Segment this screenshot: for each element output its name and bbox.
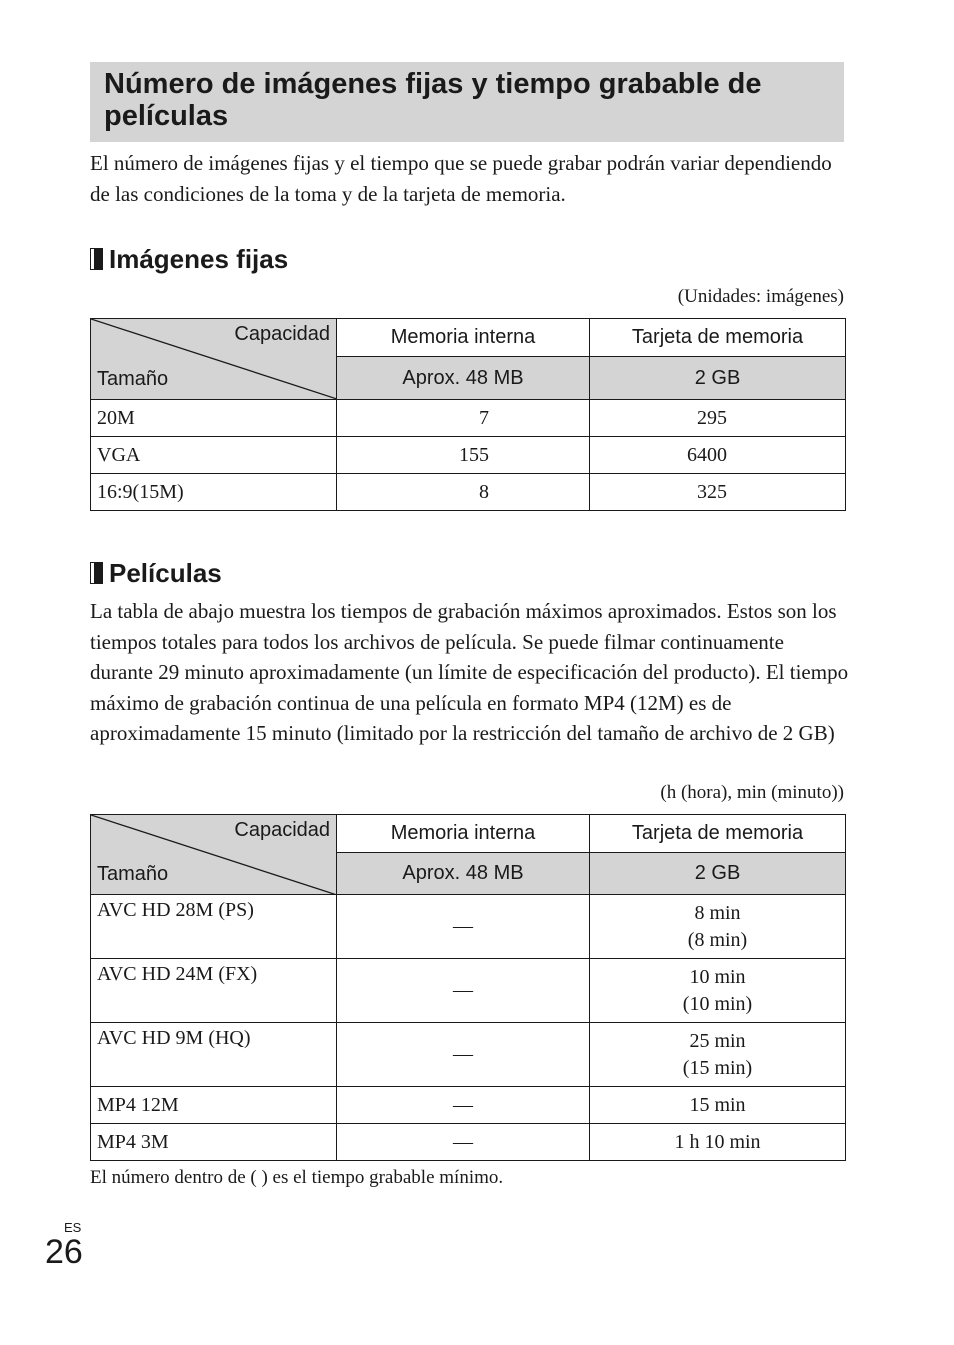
column-header-internal: Memoria interna [337,815,590,853]
row-card-value: 15 min [590,1087,846,1124]
row-internal-value: — [337,1023,590,1087]
column-header-card: Tarjeta de memoria [590,319,846,357]
corner-label-capacity: Capacidad [234,819,330,841]
movies-table [90,814,846,1161]
page-number: 26 [45,1233,83,1271]
section-heading-movies [90,558,222,588]
row-size: MP4 3M [91,1124,337,1161]
row-size: AVC HD 24M (FX) [91,959,337,1023]
column-header-internal: Memoria interna [337,319,590,357]
row-card-value: 325 [590,474,846,511]
table-row [91,474,846,511]
row-internal-value: 155 [337,437,590,474]
row-size: 16:9(15M) [91,474,337,511]
row-card-value [590,1023,846,1087]
row-card-value [590,895,846,959]
table-row [91,959,846,1023]
card-time: 8 min [694,901,741,924]
card-time: 10 min [689,965,746,988]
table-row [91,1124,846,1161]
movies-description: La tabla de abajo muestra los tiempos de grabación máximos aproximados. Estos son los tiempos totales para todos los archivos de película. Se puede filmar continuamente durante 29 minuto aproximadamente (un límite de especificación del producto). El tiempo máximo de grabación continua de una película en formato MP4 (12M) es de aproximadamente 15 minuto (limitado por la restricción del tamaño de archivo de 2 GB) [90,599,849,745]
stills-table-corner-cell [91,319,337,400]
row-internal-value: 7 [337,400,590,437]
column-subheader-internal: Aprox. 48 MB [337,853,590,895]
table-row [91,437,846,474]
table-row [91,1023,846,1087]
section-heading-stills [90,244,288,274]
row-size: AVC HD 9M (HQ) [91,1023,337,1087]
section-heading-stills-label: Imágenes fijas [109,244,289,274]
row-card-value: 1 h 10 min [590,1124,846,1161]
page-title: Número de imágenes fijas y tiempo grabable de películas [104,68,762,132]
corner-label-size: Tamaño [97,863,169,885]
row-internal-value: — [337,895,590,959]
stills-table [90,318,846,511]
row-size: VGA [91,437,337,474]
corner-label-capacity: Capacidad [234,323,330,345]
page-title-bar [90,62,844,142]
table-row [91,400,846,437]
row-card-value: 295 [590,400,846,437]
card-time-minimum: (15 min) [682,1056,753,1079]
column-header-card: Tarjeta de memoria [590,815,846,853]
stills-units-note: (Unidades: imágenes) [677,286,844,307]
section-marker-icon [90,248,103,270]
column-subheader-card: 2 GB [590,853,846,895]
table-row [91,895,846,959]
row-internal-value: — [337,1124,590,1161]
row-internal-value: — [337,1087,590,1124]
row-size: MP4 12M [91,1087,337,1124]
section-heading-movies-label: Películas [109,558,222,588]
row-size: AVC HD 28M (PS) [91,895,337,959]
row-card-value [590,959,846,1023]
card-time: 25 min [689,1029,746,1052]
corner-label-size: Tamaño [97,368,169,390]
movies-table-corner-cell [91,815,337,895]
footnote: El número dentro de ( ) es el tiempo grabable mínimo. [90,1167,504,1188]
column-subheader-internal: Aprox. 48 MB [337,357,590,400]
intro-paragraph: El número de imágenes fijas y el tiempo que se puede grabar podrán variar dependiendo de las condiciones de la toma y de la tarjeta de memoria. [90,151,832,206]
language-code: ES [64,1220,82,1235]
column-subheader-card: 2 GB [590,357,846,400]
row-card-value: 6400 [590,437,846,474]
movies-units-note: (h (hora), min (minuto)) [660,782,844,803]
row-internal-value: 8 [337,474,590,511]
row-size: 20M [91,400,337,437]
row-internal-value: — [337,959,590,1023]
table-row [91,1087,846,1124]
card-time-minimum: (10 min) [682,992,753,1015]
card-time-minimum: (8 min) [687,928,748,951]
section-marker-icon [90,562,103,584]
